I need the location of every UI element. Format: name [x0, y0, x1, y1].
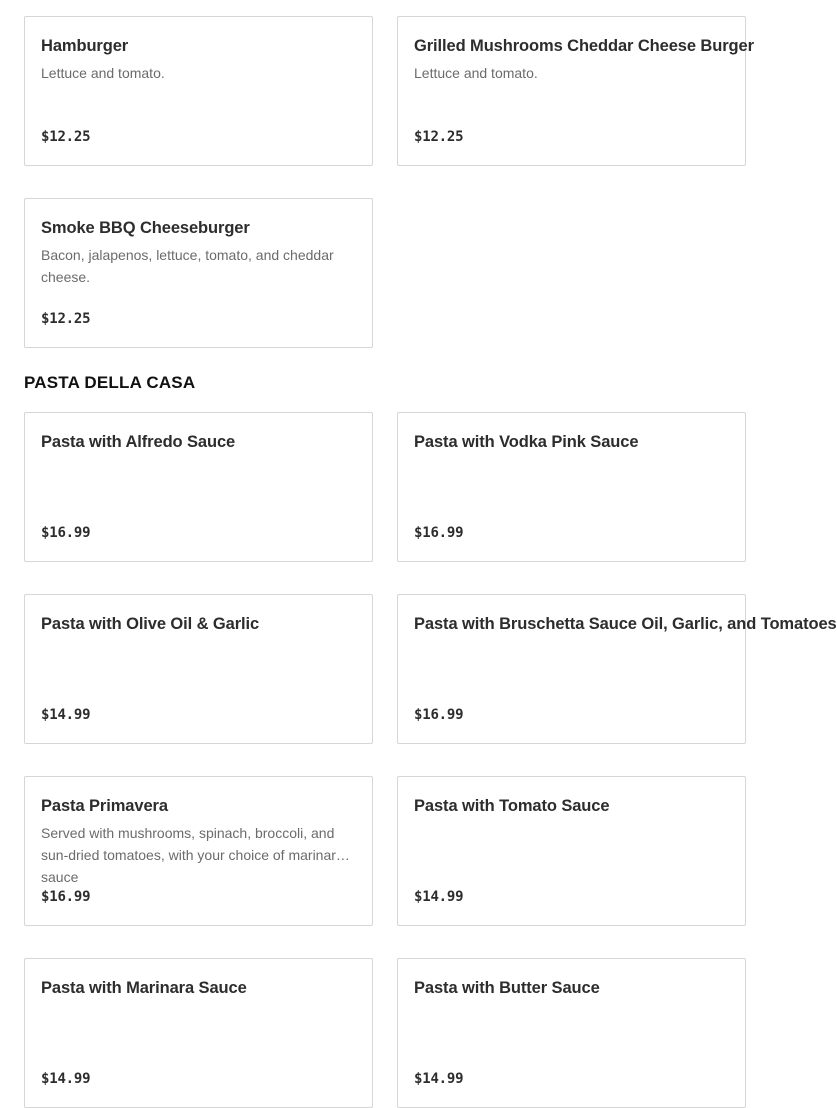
- menu-item-name: Pasta with Vodka Pink Sauce: [414, 433, 639, 451]
- menu-item-card[interactable]: [24, 412, 373, 562]
- menu-item-price: $16.99: [414, 707, 464, 723]
- menu-item-name: Pasta with Alfredo Sauce: [41, 433, 236, 451]
- menu-item-price: $12.25: [41, 311, 91, 327]
- menu-item-name: Grilled Mushrooms Cheddar Cheese Burger: [414, 37, 754, 55]
- menu-item-description: Bacon, jalapenos, lettuce, tomato, and cheddar cheese.: [41, 247, 334, 285]
- menu-item-price: $12.25: [414, 129, 464, 145]
- menu-item-price: $14.99: [414, 1071, 464, 1087]
- menu-item-price: $14.99: [414, 889, 464, 905]
- menu-item-name: Hamburger: [41, 37, 129, 55]
- menu-item-description: Lettuce and tomato.: [414, 65, 538, 81]
- menu-item-name: Pasta with Tomato Sauce: [414, 797, 610, 815]
- section-title: PASTA DELLA CASA: [24, 373, 196, 392]
- menu-item-price: $14.99: [41, 1071, 91, 1087]
- menu-item-card[interactable]: [397, 594, 837, 744]
- menu-item-card[interactable]: [397, 776, 746, 926]
- menu-item-card[interactable]: [24, 594, 373, 744]
- menu-item-card[interactable]: [24, 958, 373, 1108]
- menu-item-card[interactable]: [397, 958, 746, 1108]
- menu-item-card[interactable]: [397, 412, 746, 562]
- menu-item-price: $12.25: [41, 129, 91, 145]
- menu-item-price: $14.99: [41, 707, 91, 723]
- menu-item-price: $16.99: [41, 889, 91, 905]
- menu-item-card[interactable]: [24, 198, 373, 348]
- menu-item-card[interactable]: [397, 16, 754, 166]
- menu-item-name: Smoke BBQ Cheeseburger: [41, 219, 250, 237]
- menu-item-description: Lettuce and tomato.: [41, 65, 165, 81]
- menu-item-name: Pasta with Bruschetta Sauce Oil, Garlic, and Tomatoes: [414, 615, 837, 633]
- menu-item-card[interactable]: [24, 16, 373, 166]
- menu-item-description: Served with mushrooms, spinach, broccoli, and sun-dried tomatoes, with your choice of marinara sauce: [41, 825, 344, 885]
- menu-item-name: Pasta with Olive Oil & Garlic: [41, 615, 260, 633]
- menu-item-name: Pasta with Butter Sauce: [414, 979, 600, 997]
- menu-item-name: Pasta Primavera: [41, 797, 168, 815]
- menu-item-price: $16.99: [41, 525, 91, 541]
- menu-item-name: Pasta with Marinara Sauce: [41, 979, 247, 997]
- menu-item-card[interactable]: [24, 776, 373, 926]
- menu-item-price: $16.99: [414, 525, 464, 541]
